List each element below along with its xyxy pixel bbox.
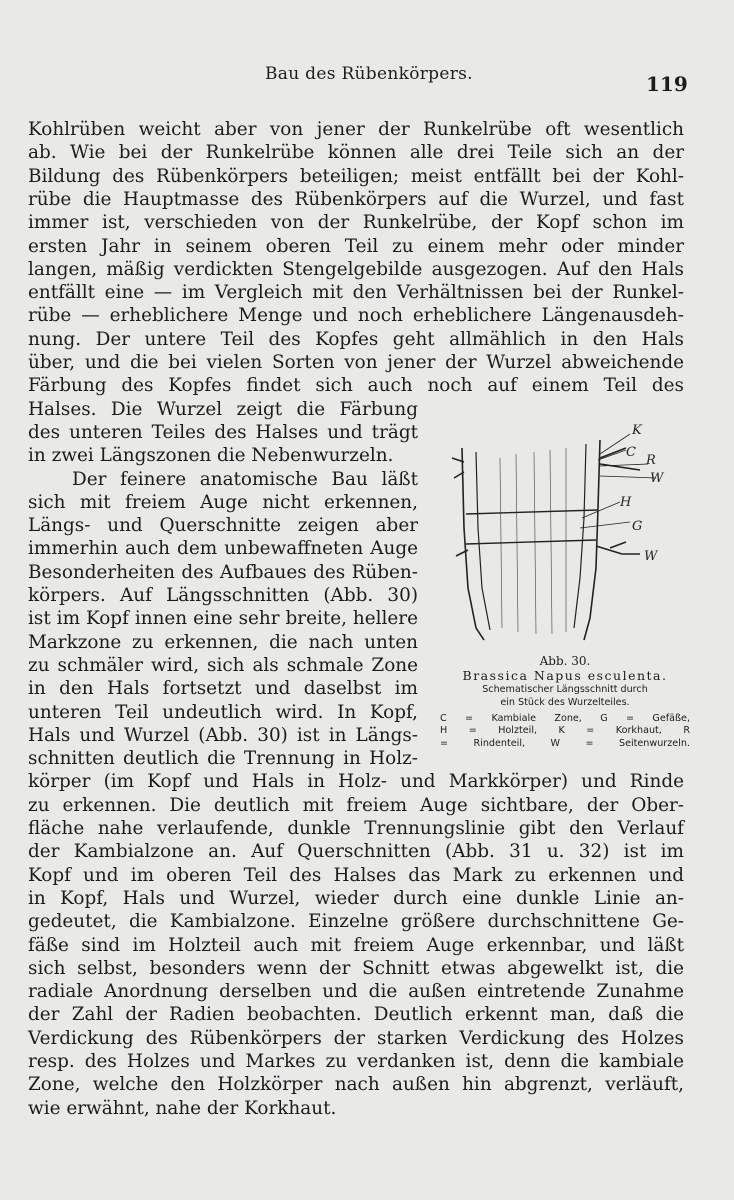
- text-line: wie erwähnt, nahe der Korkhaut.: [28, 1097, 337, 1119]
- text-line: in zwei Längszonen die Nebenwurzeln.: [28, 445, 394, 467]
- text-line: sich selbst, besonders wenn der Schnitt etwas abgewelkt ist, die: [28, 957, 684, 979]
- text-line: fläche nahe verlaufende, dunkle Trennungslinie gibt den Verlauf: [28, 818, 684, 839]
- label-w-lower: W: [644, 549, 658, 564]
- text-line: resp. des Holzes und Markes zu verdanken ist, denn die kambiale: [28, 1051, 684, 1072]
- text-line: langen, mäßig verdickten Stengelgebilde ausgezogen. Auf den Hals: [28, 258, 684, 280]
- cross-section-upper: [466, 510, 598, 514]
- text-line: gedeutet, die Kambialzone. Einzelne größere durchschnittene Ge-: [28, 911, 684, 933]
- cross-section-lower: [466, 540, 596, 544]
- text-line: Verdickung des Rübenkörpers der starken Verdickung des Holzes: [28, 1027, 684, 1049]
- text-line: über, und die bei vielen Sorten von jener der Wurzel abweichende: [28, 352, 684, 373]
- text-line: zu erkennen. Die deutlich mit freiem Auge sichtbare, der Ober-: [28, 794, 684, 816]
- text-line: ist im Kopf innen eine sehr breite, hellere: [28, 608, 418, 630]
- text-line: in Kopf, Hals und Wurzel, wieder durch eine dunkle Linie an-: [28, 887, 684, 909]
- text-line: entfällt eine — im Vergleich mit den Verhältnissen bei der Runkel-: [28, 282, 684, 304]
- text-line: Kopf und im oberen Teil des Halses das Mark zu erkennen und: [28, 864, 684, 886]
- text-line: schnitten deutlich die Trennung in Holz-: [28, 748, 418, 770]
- label-c: C: [626, 445, 636, 460]
- text-line: radiale Anordnung derselben und die außen eintretende Zunahme: [28, 981, 684, 1003]
- lateral-roots-upper: [452, 448, 640, 478]
- running-head: Bau des Rübenkörpers.: [265, 64, 473, 84]
- label-w-upper: W: [650, 471, 664, 486]
- text-line: Besonderheiten des Aufbaues des Rüben-: [28, 561, 418, 583]
- text-line: Kohlrüben weicht aber von jener der Runkelrübe oft wesentlich: [28, 119, 684, 140]
- text-line: Markzone zu erkennen, die nach unten: [28, 631, 418, 653]
- text-line: nung. Der untere Teil des Kopfes geht allmählich in den Hals: [28, 328, 684, 350]
- text-line: fäße sind im Holzteil auch mit freiem Auge erkennbar, und läßt: [28, 934, 684, 956]
- caption-line: C = Kambiale Zone, G = Gefäße,: [440, 713, 690, 724]
- text-line: unteren Teil undeutlich wird. In Kopf,: [28, 701, 418, 723]
- caption-line: = Rindenteil, W = Seitenwurzeln.: [440, 738, 690, 749]
- figure-abb-30: [450, 418, 690, 658]
- text-line: ersten Jahr in seinem oberen Teil zu einem mehr oder minder: [28, 235, 684, 257]
- text-line: Halses. Die Wurzel zeigt die Färbung: [28, 398, 418, 420]
- text-line: körper (im Kopf und Hals in Holz- und Markkörper) und Rinde: [28, 771, 684, 793]
- text-line: immer ist, verschieden von der Runkelrübe, der Kopf schon im: [28, 212, 684, 234]
- text-line: rübe die Hauptmasse des Rübenkörpers auf die Wurzel, und fast: [28, 188, 684, 210]
- figure-species: Brassica Napus esculenta.: [462, 668, 668, 683]
- caption-line: ein Stück des Wurzelteiles.: [500, 697, 630, 708]
- text-line: immerhin auch dem unbewaffneten Auge: [28, 538, 418, 560]
- page-number: 119: [646, 72, 688, 96]
- text-line: der Kambialzone an. Auf Querschnitten (Abb. 31 u. 32) ist im: [28, 841, 684, 863]
- cambium-line-right: [574, 444, 586, 628]
- caption-line: H = Holzteil, K = Korkhaut, R: [440, 725, 690, 736]
- text-line: der Zahl der Radien beobachten. Deutlich erkennt man, daß die: [28, 1004, 684, 1026]
- label-r: R: [646, 453, 656, 468]
- text-line: sich mit freiem Auge nicht erkennen,: [28, 491, 418, 513]
- text-line: in den Hals fortsetzt und daselbst im: [28, 678, 418, 700]
- text-line: Färbung des Kopfes findet sich auch noch auf einem Teil des: [28, 375, 684, 397]
- figure-number: Abb. 30.: [539, 654, 591, 668]
- text-line: rübe — erheblichere Menge und noch erheblichere Längenausdeh-: [28, 305, 684, 327]
- text-line: Der feinere anatomische Bau läßt: [72, 468, 418, 490]
- text-line: des unteren Teiles des Halses und trägt: [28, 421, 418, 443]
- cambium-line-left: [476, 452, 490, 630]
- label-k: K: [632, 423, 642, 438]
- text-line: Hals und Wurzel (Abb. 30) ist in Längs-: [28, 724, 418, 746]
- text-line: Zone, welche den Holzkörper nach außen hin abgrenzt, verläuft,: [28, 1074, 684, 1096]
- text-line: Bildung des Rübenkörpers beteiligen; meist entfällt bei der Kohl-: [28, 165, 684, 187]
- text-line: körpers. Auf Längsschnitten (Abb. 30): [28, 585, 418, 606]
- label-leader-lines: [580, 434, 656, 528]
- label-g: G: [632, 519, 643, 534]
- text-line: ab. Wie bei der Runkelrübe können alle drei Teile sich an der: [28, 142, 684, 164]
- text-line: Längs- und Querschnitte zeigen aber: [28, 515, 418, 537]
- caption-line: Schematischer Längsschnitt durch: [482, 684, 648, 695]
- label-h: H: [620, 495, 632, 510]
- text-line: zu schmäler wird, sich als schmale Zone: [28, 654, 418, 676]
